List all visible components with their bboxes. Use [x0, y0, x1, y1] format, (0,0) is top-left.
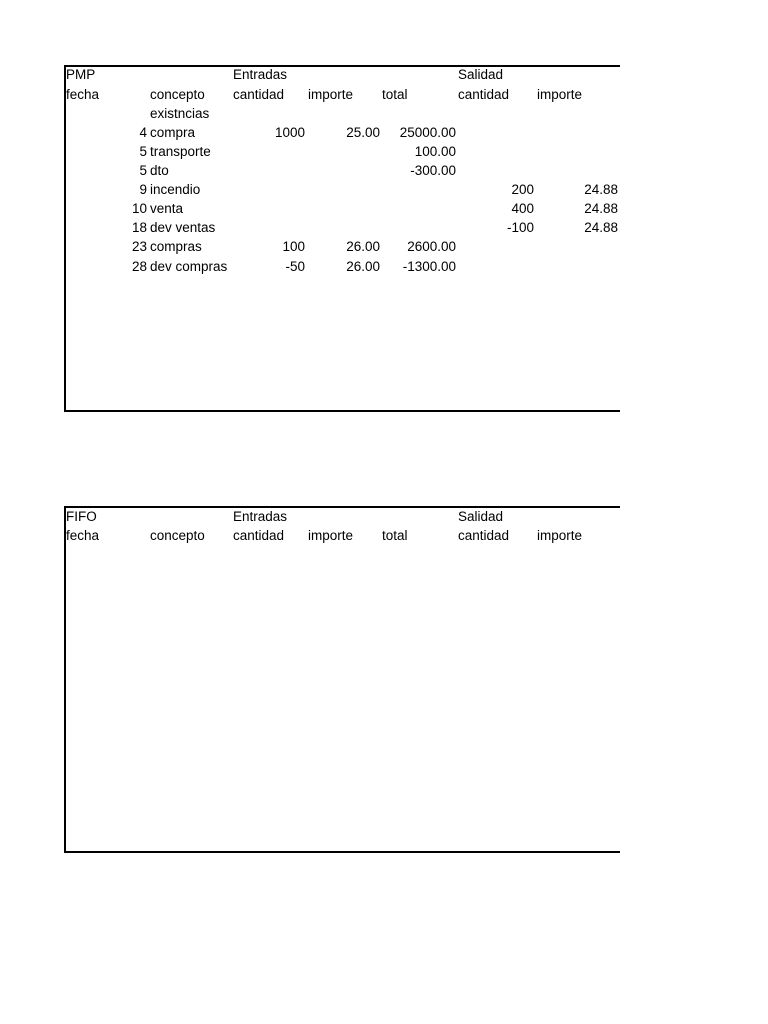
- pmp-header-ent-cantidad: cantidad: [233, 87, 285, 102]
- pmp-header-sal-importe: importe: [537, 87, 583, 102]
- pmp-header-sal-cantidad: cantidad: [458, 87, 510, 102]
- pmp-row-4-fecha: 9: [139, 182, 147, 197]
- pmp-row-4-concepto: incendio: [150, 182, 201, 197]
- pmp-row-6-sal-importe: 24.88: [584, 220, 618, 235]
- pmp-entradas-label: Entradas: [233, 67, 288, 82]
- fifo-table-frame: [64, 506, 620, 853]
- pmp-header-concepto: concepto: [150, 87, 205, 102]
- pmp-row-8-ent-cantidad: -50: [285, 259, 305, 274]
- fifo-header-ent-total: total: [382, 528, 408, 543]
- pmp-row-7-fecha: 23: [131, 239, 147, 254]
- pmp-row-7-ent-importe: 26.00: [346, 239, 380, 254]
- pmp-row-6-concepto: dev ventas: [150, 220, 216, 235]
- pmp-row-5-concepto: venta: [150, 201, 184, 216]
- pmp-row-5-sal-importe: 24.88: [584, 201, 618, 216]
- pmp-row-8-ent-total: -1300.00: [402, 259, 456, 274]
- pmp-row-7-concepto: compras: [150, 239, 202, 254]
- fifo-header-sal-importe: importe: [537, 528, 583, 543]
- pmp-row-7-ent-total: 2600.00: [407, 239, 456, 254]
- pmp-row-3-fecha: 5: [139, 163, 147, 178]
- pmp-row-0-concepto: existncias: [150, 106, 210, 121]
- pmp-row-6-fecha: 18: [131, 220, 147, 235]
- pmp-header-fecha: fecha: [66, 87, 100, 102]
- pmp-row-2-concepto: transporte: [150, 144, 211, 159]
- pmp-row-3-concepto: dto: [150, 163, 169, 178]
- pmp-row-8-fecha: 28: [131, 259, 147, 274]
- pmp-salida-label: Salidad: [458, 67, 504, 82]
- pmp-row-1-ent-cantidad: 1000: [274, 125, 305, 140]
- fifo-header-concepto: concepto: [150, 528, 205, 543]
- pmp-row-1-ent-importe: 25.00: [346, 125, 380, 140]
- pmp-header-ent-total: total: [382, 87, 408, 102]
- fifo-salida-label: Salidad: [458, 509, 504, 524]
- pmp-row-6-sal-cantidad: -100: [506, 220, 534, 235]
- pmp-row-1-ent-total: 25000.00: [399, 125, 456, 140]
- fifo-header-ent-importe: importe: [308, 528, 354, 543]
- pmp-row-5-sal-cantidad: 400: [511, 201, 534, 216]
- pmp-row-4-sal-importe: 24.88: [584, 182, 618, 197]
- pmp-row-5-fecha: 10: [131, 201, 147, 216]
- pmp-row-8-ent-importe: 26.00: [346, 259, 380, 274]
- pmp-row-3-ent-total: -300.00: [410, 163, 456, 178]
- pmp-row-4-sal-cantidad: 200: [511, 182, 534, 197]
- pmp-row-7-ent-cantidad: 100: [282, 239, 305, 254]
- fifo-header-sal-cantidad: cantidad: [458, 528, 510, 543]
- fifo-header-ent-cantidad: cantidad: [233, 528, 285, 543]
- pmp-header-ent-importe: importe: [308, 87, 354, 102]
- fifo-entradas-label: Entradas: [233, 509, 288, 524]
- pmp-method-label: PMP: [66, 67, 96, 82]
- fifo-header-fecha: fecha: [66, 528, 100, 543]
- pmp-row-8-concepto: dev compras: [150, 259, 228, 274]
- pmp-row-2-ent-total: 100.00: [414, 144, 456, 159]
- pmp-row-1-concepto: compra: [150, 125, 196, 140]
- pmp-table-frame: [64, 65, 620, 412]
- pmp-row-2-fecha: 5: [139, 144, 147, 159]
- fifo-method-label: FIFO: [66, 509, 97, 524]
- pmp-row-1-fecha: 4: [139, 125, 147, 140]
